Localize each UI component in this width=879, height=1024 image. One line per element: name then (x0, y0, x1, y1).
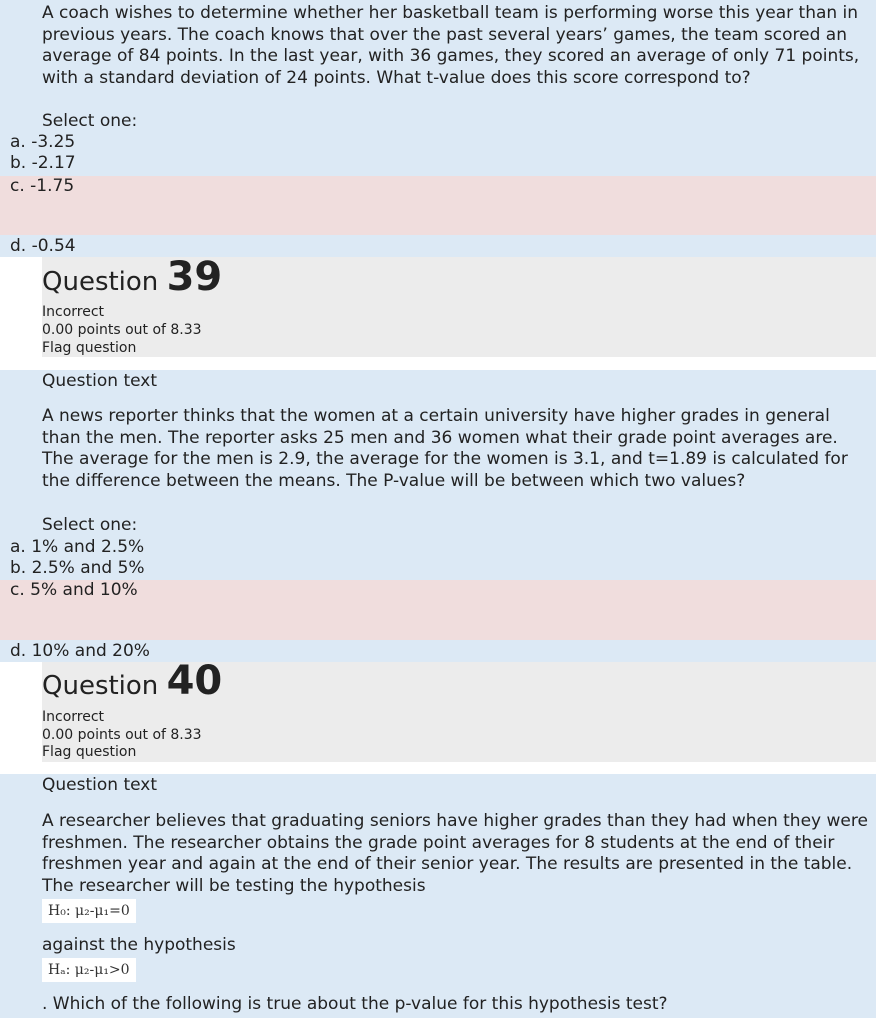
q40-status: Incorrect (42, 709, 105, 725)
q40-null-hypothesis-formula: H₀: μ₂-μ₁=0 (42, 899, 136, 923)
q40-title-prefix: Question (42, 671, 159, 701)
q39-option-d[interactable]: d. 10% and 20% (10, 641, 150, 661)
q39-select-label: Select one: (42, 515, 138, 535)
q38-option-c[interactable]: c. -1.75 (10, 176, 75, 196)
q38-question-text: A coach wishes to determine whether her basketball team is performing worse this year than in previous years. The coach knows that over the past several years’ games, the team scored an average of 84 points. In the last year, with 36 games, they scored an average of only 71 points, with a standard deviation of 24 points. What t-value does this score correspond to? (42, 3, 860, 88)
q39-flag-question[interactable]: Flag question (42, 340, 137, 356)
q40-question-text-label: Question text (42, 775, 157, 795)
q40-flag-question[interactable]: Flag question (42, 744, 137, 760)
q39-question-text: A news reporter thinks that the women at a certain university have higher grades in general than the men. The reporter asks 25 men and 36 women what their grade point averages are. The average for the men is 2.9, the average for the women is 3.1, and t=1.89 is calculated for the difference between the means. The P-value will be between which two values? (42, 406, 848, 491)
q39-option-b[interactable]: b. 2.5% and 5% (10, 558, 145, 578)
q40-title (42, 658, 223, 704)
q38-select-label: Select one: (42, 111, 138, 131)
q38-option-c-incorrect-row (0, 176, 876, 235)
q39-points: 0.00 points out of 8.33 (42, 322, 202, 338)
q38-option-a[interactable]: a. -3.25 (10, 132, 76, 152)
q38-option-b[interactable]: b. -2.17 (10, 153, 76, 173)
q38-option-d[interactable]: d. -0.54 (10, 236, 76, 256)
q40-number: 40 (166, 658, 223, 704)
q38-option-d-row (0, 235, 876, 257)
q39-title-prefix: Question (42, 267, 159, 297)
q40-final-question-text: . Which of the following is true about the p-value for this hypothesis test? (42, 994, 668, 1014)
q40-alternative-hypothesis-formula: Hₐ: μ₂-μ₁>0 (42, 958, 136, 982)
q39-option-c[interactable]: c. 5% and 10% (10, 580, 138, 600)
q39-title (42, 254, 223, 300)
q39-status: Incorrect (42, 304, 105, 320)
q40-question-text: A researcher believes that graduating seniors have higher grades than they had when they were freshmen. The researcher obtains the grade point averages for 8 students at the end of their freshmen year and again at the end of their senior year. The results are presented in the table. The researcher will be testing the hypothesis (42, 811, 868, 896)
q40-points: 0.00 points out of 8.33 (42, 727, 202, 743)
q39-question-text-label: Question text (42, 371, 157, 391)
q39-number: 39 (166, 254, 223, 300)
q40-against-text: against the hypothesis (42, 935, 236, 955)
q39-option-a[interactable]: a. 1% and 2.5% (10, 537, 145, 557)
